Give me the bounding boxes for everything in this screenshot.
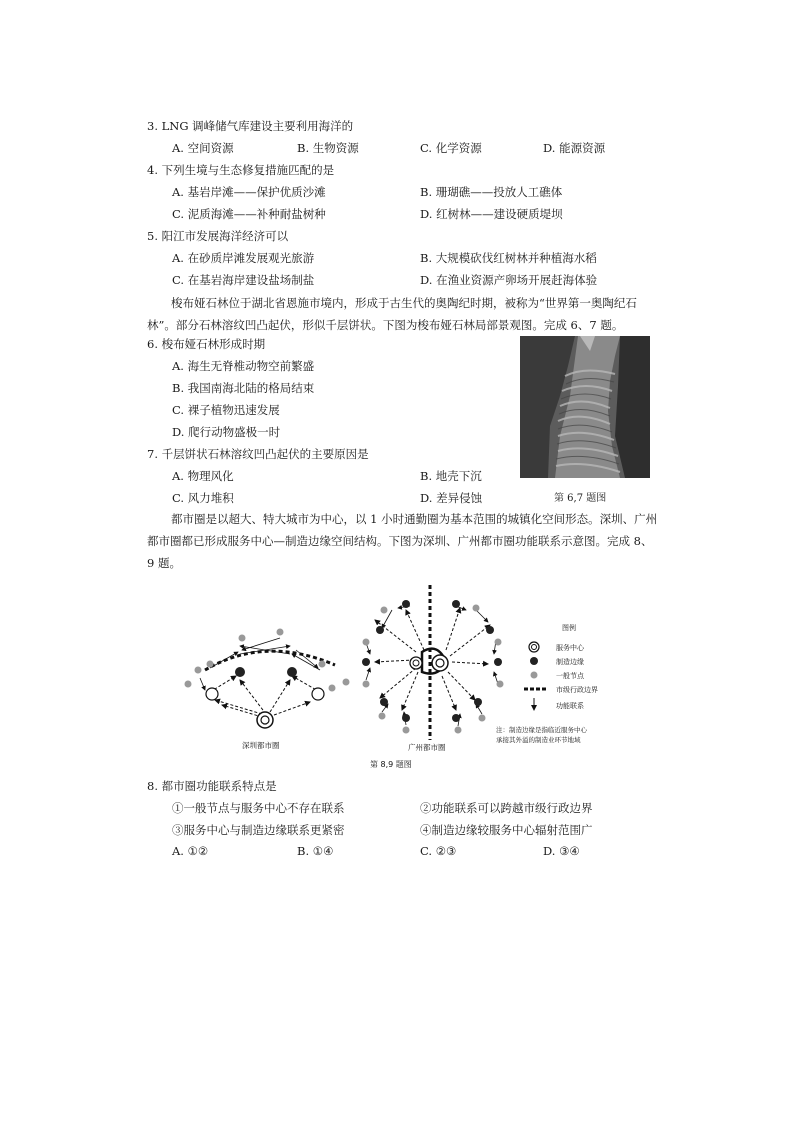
- photo-caption: 第 6,7 题图: [554, 493, 607, 504]
- guangzhou-manufacturing-node: [380, 698, 388, 706]
- q8-option-b: B. ①④: [297, 844, 334, 858]
- q4-option-c: C. 泥质海滩——补种耐盐树种: [172, 207, 326, 221]
- q4-stem: 4. 下列生境与生态修复措施匹配的是: [147, 163, 335, 177]
- q6-option-d: D. 爬行动物盛极一时: [172, 425, 281, 439]
- legend-service-label: 服务中心: [556, 644, 584, 652]
- q6-option-c: C. 裸子植物迅速发展: [172, 403, 280, 417]
- guangzhou-label: 广州都市圈: [408, 743, 446, 752]
- diagram-caption: 第 8,9 题图: [370, 760, 412, 769]
- guangzhou-general-node: [403, 727, 410, 734]
- guangzhou-diagram: [362, 585, 504, 752]
- guangzhou-general-node: [381, 607, 388, 614]
- q5-option-c: C. 在基岩海岸建设盐场制盐: [172, 273, 315, 287]
- q7-option-c: C. 风力堆积: [172, 491, 234, 505]
- shenzhen-label: 深圳都市圈: [242, 741, 280, 750]
- q3-option-c: C. 化学资源: [420, 141, 482, 155]
- guangzhou-manufacturing-node: [402, 600, 410, 608]
- legend-note-line2: 承接其外溢的制造业环节地域: [496, 736, 581, 744]
- q8-stem: 8. 都市圈功能联系特点是: [147, 779, 277, 793]
- q4-option-b: B. 珊瑚礁——投放人工礁体: [420, 185, 563, 199]
- shenzhen-general-node: [329, 685, 336, 692]
- guangzhou-general-node: [363, 639, 370, 646]
- shenzhen-general-node: [207, 661, 214, 668]
- legend-general-symbol: [531, 672, 538, 679]
- shenzhen-general-node: [277, 629, 284, 636]
- shenzhen-general-node: [185, 681, 192, 688]
- q6-option-a: A. 海生无脊椎动物空前繁盛: [172, 359, 315, 373]
- shenzhen-service-node: [312, 688, 324, 700]
- q5-option-b: B. 大规模砍伐红树林并种植海水稻: [420, 251, 597, 265]
- legend-note-line1: 注：制造边缘是指临近服务中心: [496, 726, 587, 734]
- q3-option-d: D. 能源资源: [543, 141, 606, 155]
- shenzhen-service-node: [206, 688, 218, 700]
- guangzhou-general-node: [455, 727, 462, 734]
- guangzhou-manufacturing-node: [376, 626, 384, 634]
- legend-link-label: 功能联系: [556, 702, 584, 710]
- q7-stem: 7. 千层饼状石林溶纹凹凸起伏的主要原因是: [147, 447, 369, 461]
- guangzhou-general-node: [379, 713, 386, 720]
- guangzhou-general-node: [479, 715, 486, 722]
- passage-metropolitan: 都市圈是以超大、特大城市为中心，以 1 小时通勤圈为基本范围的城镇化空间形态。深圳、广州都市圈都已形成服务中心—制造边缘空间结构。下图为深圳、广州都市圈功能联系示意图。完成 8、9 题。: [147, 512, 658, 570]
- shenzhen-manufacturing-node: [235, 667, 245, 677]
- guangzhou-manufacturing-node: [362, 658, 370, 666]
- legend-title: 图例: [562, 624, 576, 632]
- q3-option-a: A. 空间资源: [172, 141, 234, 155]
- q6-option-b: B. 我国南海北陆的格局结束: [172, 381, 315, 395]
- q8-option-c: C. ②③: [420, 844, 457, 858]
- q7-option-d: D. 差异侵蚀: [420, 491, 483, 505]
- q5-option-a: A. 在砂质岸滩发展观光旅游: [172, 251, 315, 265]
- guangzhou-manufacturing-node: [402, 714, 410, 722]
- q8-statement-2: ②功能联系可以跨越市级行政边界: [420, 801, 593, 815]
- q7-option-a: A. 物理风化: [172, 469, 234, 483]
- guangzhou-manufacturing-node: [474, 698, 482, 706]
- passage-stone-forest: 梭布娅石林位于湖北省恩施市境内，形成于古生代的奥陶纪时期，被称为“世界第一奥陶纪石林”。部分石林溶纹凹凸起伏，形似千层饼状。下图为梭布娅石林局部景观图。完成 6、7 题。: [147, 296, 637, 332]
- q5-stem: 5. 阳江市发展海洋经济可以: [147, 229, 289, 243]
- guangzhou-manufacturing-node: [452, 600, 460, 608]
- legend-manufacturing-label: 制造边缘: [556, 658, 584, 666]
- q3-stem: 3. LNG 调峰储气库建设主要利用海洋的: [147, 119, 354, 133]
- guangzhou-general-node: [495, 639, 502, 646]
- guangzhou-manufacturing-node: [494, 658, 502, 666]
- shenzhen-general-node: [343, 679, 350, 686]
- legend-boundary-label: 市级行政边界: [556, 686, 598, 694]
- guangzhou-general-node: [497, 681, 504, 688]
- q4-option-a: A. 基岩岸滩——保护优质沙滩: [172, 185, 326, 199]
- q8-option-a: A. ①②: [172, 844, 209, 858]
- guangzhou-general-node: [473, 605, 480, 612]
- shenzhen-general-node: [239, 635, 246, 642]
- q3-option-b: B. 生物资源: [297, 141, 359, 155]
- diagram-legend: [496, 623, 598, 744]
- q8-statement-4: ④制造边缘较服务中心辐射范围广: [420, 823, 593, 837]
- stone-forest-photo: [520, 336, 650, 478]
- q7-option-b: B. 地壳下沉: [420, 469, 482, 483]
- q5-option-d: D. 在渔业资源产卵场开展赶海体验: [420, 273, 598, 287]
- guangzhou-manufacturing-node: [452, 714, 460, 722]
- shenzhen-manufacturing-node: [287, 667, 297, 677]
- shenzhen-diagram: [185, 629, 350, 751]
- q8-statement-3: ③服务中心与制造边缘联系更紧密: [172, 823, 345, 837]
- shenzhen-general-node: [195, 667, 202, 674]
- legend-general-label: 一般节点: [556, 672, 584, 680]
- q8-statement-1: ①一般节点与服务中心不存在联系: [172, 801, 345, 815]
- legend-manufacturing-symbol: [530, 657, 538, 665]
- shenzhen-general-node: [319, 661, 326, 668]
- guangzhou-general-node: [363, 681, 370, 688]
- q6-stem: 6. 梭布娅石林形成时期: [147, 337, 266, 351]
- q4-option-d: D. 红树林——建设硬质堤坝: [420, 207, 563, 221]
- metropolitan-diagram: [170, 580, 650, 775]
- guangzhou-manufacturing-node: [486, 626, 494, 634]
- q8-option-d: D. ③④: [543, 844, 580, 858]
